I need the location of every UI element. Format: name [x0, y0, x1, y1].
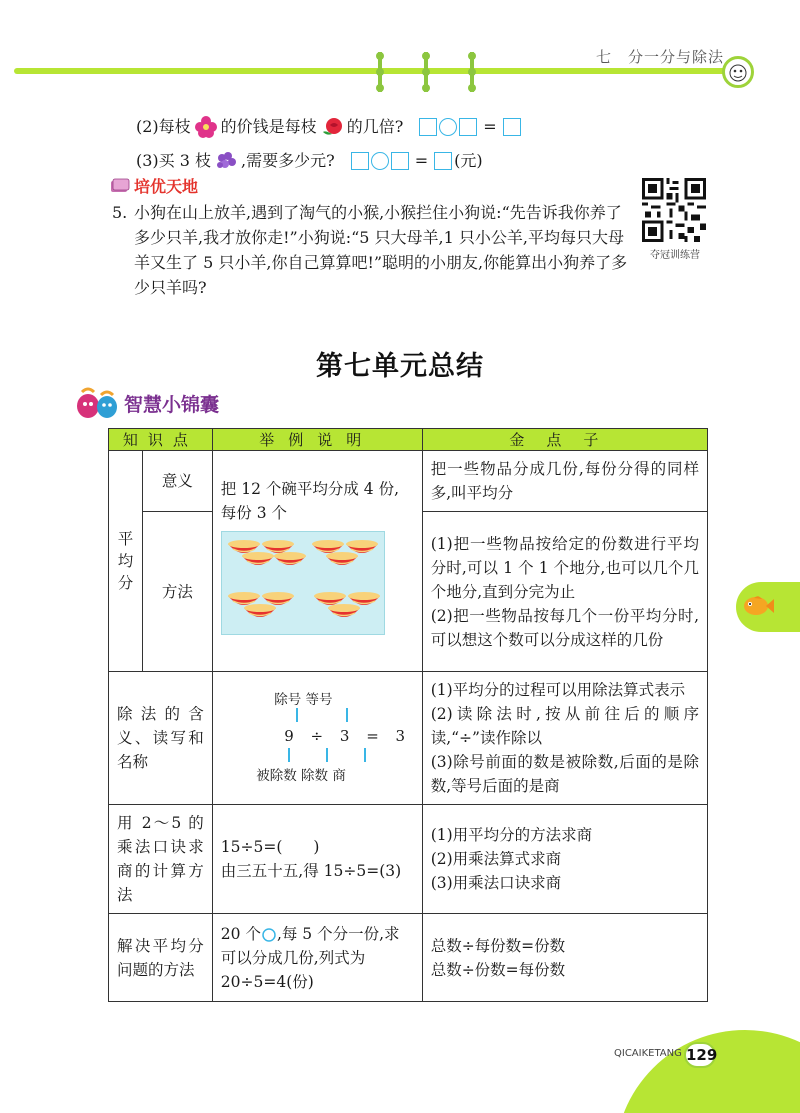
- qr-caption: 夺冠训练营: [650, 250, 700, 261]
- equals-sign: =: [414, 151, 429, 170]
- bowl-icons: [222, 532, 386, 636]
- tip-item: 总数÷份数=每份数: [430, 960, 566, 979]
- question-3-suffix: ,需要多少元?: [241, 151, 335, 170]
- arrow-up-icon: [326, 748, 328, 762]
- operator-circle[interactable]: [371, 152, 389, 170]
- unit-title: 第七单元总结: [316, 351, 484, 382]
- answer-box[interactable]: [419, 118, 437, 136]
- table-header-topic: 知识点: [109, 429, 213, 451]
- tip-item: (1)用平均分的方法求商: [430, 826, 593, 844]
- summary-table: [108, 428, 708, 1002]
- pink-flower-icon: [193, 116, 219, 138]
- tip-division-meaning: [422, 672, 707, 805]
- question-5: [112, 200, 632, 300]
- question-2-prefix: (2)每枝: [136, 117, 191, 136]
- qr-code[interactable]: [642, 178, 706, 242]
- answer-box[interactable]: [459, 118, 477, 136]
- question-3: [136, 150, 483, 172]
- division-diagram: [256, 688, 412, 788]
- answer-box[interactable]: [351, 152, 369, 170]
- table-row: [109, 914, 708, 1002]
- circle-icon: [261, 928, 277, 942]
- label-division-sign: 除号 等号: [274, 692, 333, 708]
- topic-average-division: 平均分: [109, 451, 143, 672]
- book-icon: [110, 178, 130, 194]
- tip-item: (3)除号前面的数是被除数,后面的是除数,等号后面的是商: [430, 753, 699, 795]
- topic-division-meaning: 除法的含义、读写和名称: [109, 672, 213, 805]
- page-number: 129: [684, 1042, 716, 1068]
- tip-item: (1)平均分的过程可以用除法算式表示: [430, 681, 686, 699]
- arrow-down-icon: [296, 708, 298, 722]
- mascot-icon: [722, 56, 754, 88]
- tip-solving: [422, 914, 707, 1002]
- tip-method-1: (1)把一些物品按给定的份数进行平均分时,可以 1 个 1 个地分,也可以几个几个地分,直到分完为止: [430, 534, 699, 601]
- division-equation: 9 ÷ 3 = 3: [284, 727, 412, 745]
- section-peiyou-label: 培优天地: [134, 177, 199, 196]
- table-header-example: 举例说明: [212, 429, 422, 451]
- rule-pin: [376, 52, 384, 92]
- topic-multiplication-rhyme: 用 2～5 的乘法口诀求商的计算方法: [109, 805, 213, 914]
- question-2-suffix: 的几倍?: [346, 117, 404, 136]
- answer-box[interactable]: [434, 152, 452, 170]
- answer-box[interactable]: [503, 118, 521, 136]
- section-zhihui: [74, 386, 219, 420]
- subtopic-meaning: 意义: [142, 451, 212, 512]
- tip-method: [422, 512, 707, 672]
- tip-meaning: 把一些物品分成几份,每份分得的同样多,叫平均分: [422, 451, 707, 512]
- answer-box[interactable]: [391, 152, 409, 170]
- example-bowls-text: 把 12 个碗平均分成 4 份,每份 3 个: [220, 480, 400, 522]
- example-line: 由三五十五,得 15÷5=(3): [220, 862, 402, 880]
- arrow-up-icon: [364, 748, 366, 762]
- question-5-number: 5.: [112, 203, 128, 222]
- subtopic-method: 方法: [142, 512, 212, 672]
- example-text: 20 个: [220, 924, 261, 943]
- tip-method-2: (2)把一些物品按每几个一份平均分时,可以想这个数可以分成这样的几份: [430, 606, 699, 649]
- table-header-tip: 金点子: [422, 429, 707, 451]
- example-text: ,每 5 个分一份,求可以分成几份,列式为 20÷5=4(份): [220, 924, 400, 991]
- table-row: [109, 672, 708, 805]
- equals-sign: =: [483, 117, 497, 136]
- brand-name: QICAIKETANG: [614, 1048, 682, 1059]
- question-2: [136, 116, 521, 138]
- chapter-title: 七 分一分与除法: [596, 48, 725, 66]
- tip-item: (2)用乘法算式求商: [430, 850, 562, 868]
- section-peiyou: [110, 174, 198, 197]
- header-rule: [14, 68, 726, 74]
- operator-circle[interactable]: [439, 118, 457, 136]
- label-parts: 被除数 除数 商: [256, 768, 346, 784]
- question-2-middle: 的价钱是每枝: [220, 117, 317, 136]
- purple-flower-icon: [213, 150, 239, 172]
- bowls-illustration: [221, 531, 385, 635]
- tip-item: 总数÷每份数=份数: [430, 936, 566, 955]
- section-zhihui-label: 智慧小锦囊: [124, 393, 220, 416]
- arrow-down-icon: [346, 708, 348, 722]
- unit-label: (元): [454, 151, 483, 170]
- example-solving: [212, 914, 422, 1002]
- question-5-text: 小狗在山上放羊,遇到了淘气的小猴,小猴拦住小狗说:“先告诉我你养了多少只羊,我才放你走!”小狗说:“5 只大母羊,1 只小公羊,平均每只大母羊又生了 5 只小羊,你自己算算吧!”聪明的小朋友,你能算出小狗养了多少只羊吗?: [134, 203, 628, 297]
- example-division-names: [212, 672, 422, 805]
- tip-rhyme: [422, 805, 707, 914]
- fish-icon: [740, 590, 774, 622]
- table-row: [109, 805, 708, 914]
- tip-item: (2)读除法时,按从前往后的顺序读,“÷”读作除以: [430, 705, 699, 747]
- example-rhyme: [212, 805, 422, 914]
- example-bowls: [212, 451, 422, 672]
- lucky-bag-icon: [74, 386, 120, 420]
- rule-pin: [422, 52, 430, 92]
- table-row: [109, 451, 708, 512]
- arrow-up-icon: [288, 748, 290, 762]
- topic-solving-method: 解决平均分问题的方法: [109, 914, 213, 1002]
- tip-item: (3)用乘法口诀求商: [430, 874, 562, 892]
- example-line: 15÷5=( ): [220, 838, 320, 856]
- rose-icon: [319, 116, 345, 138]
- rule-pin: [468, 52, 476, 92]
- question-3-prefix: (3)买 3 枝: [136, 151, 212, 170]
